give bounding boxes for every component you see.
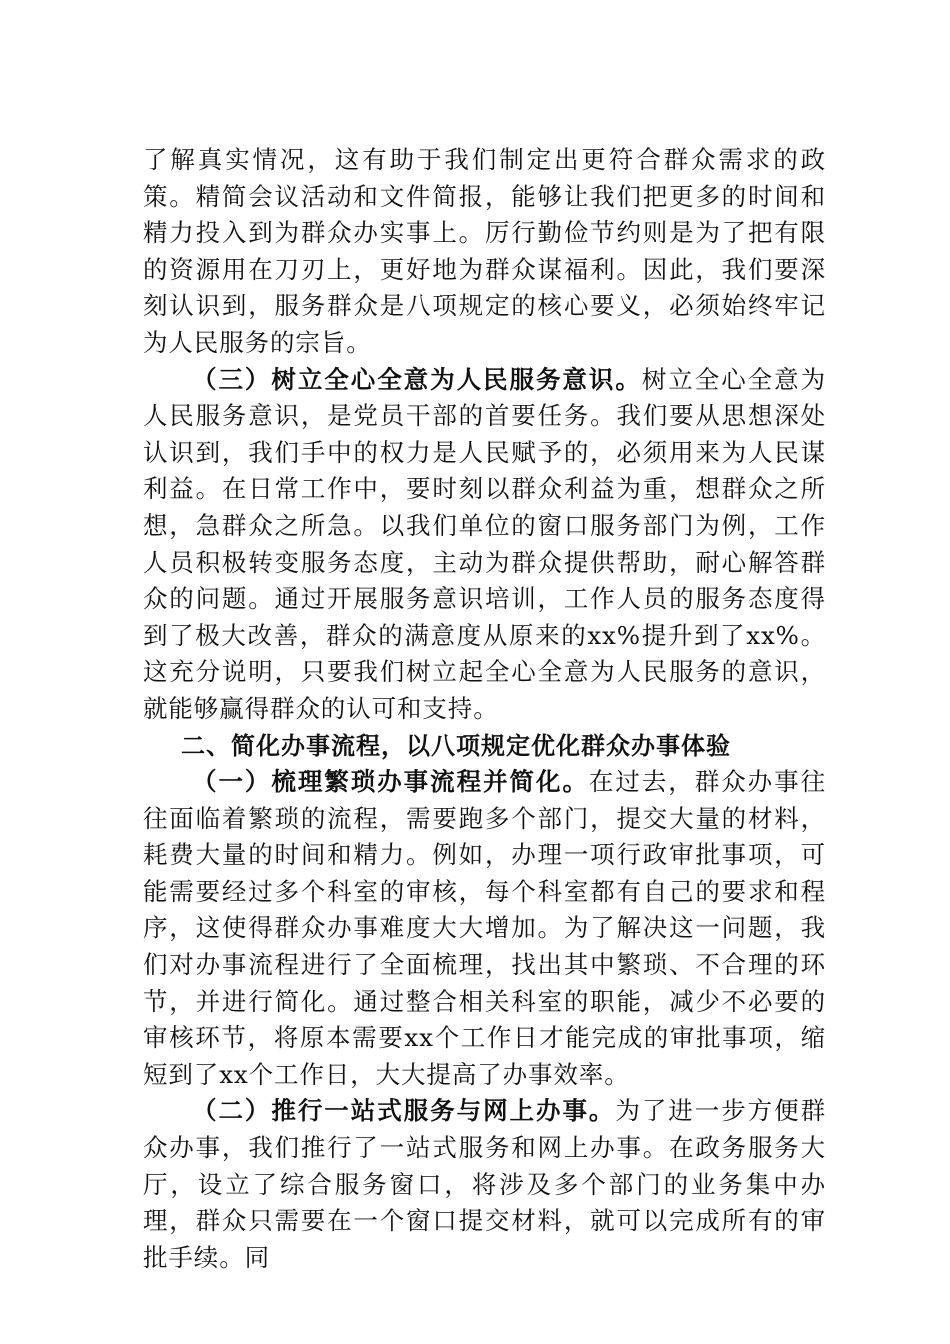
paragraph-lead: （一）梳理繁琐办事流程并简化。	[192, 767, 589, 797]
paragraph-lead: （二）推行一站式服务与网上办事。	[192, 1096, 616, 1126]
paragraph-section-3	[143, 362, 826, 728]
paragraph-body: 树立全心全意为人民服务意识，是党员干部的首要任务。我们要从思想深处认识到，我们手中的权力是人民赋予的，必须用来为人民谋利益。在日常工作中，要时刻以群众利益为重，想群众之所想，急群众之所急。以我们单位的窗口服务部门为例，工作人员积极转变服务态度，主动为群众提供帮助，耐心解答群众的问题。通过开展服务意识培训，工作人员的服务态度得到了极大改善，群众的满意度从原来的xx%提升到了xx%。这充分说明，只要我们树立起全心全意为人民服务的意识，就能够赢得群众的认可和支持。	[143, 364, 826, 723]
paragraph-lead: （三）树立全心全意为人民服务意识。	[192, 364, 642, 394]
paragraph-body: 在过去，群众办事往往面临着繁琐的流程，需要跑多个部门，提交大量的材料，耗费大量的时间和精力。例如，办理一项行政审批事项，可能需要经过多个科室的审核，每个科室都有自己的要求和程序，这使得群众办事难度大大增加。为了解决这一问题，我们对办事流程进行了全面梳理，找出其中繁琐、不合理的环节，并进行简化。通过整合相关科室的职能，减少不必要的审核环节，将原本需要xx个工作日才能完成的审批事项，缩短到了xx个工作日，大大提高了办事效率。	[143, 767, 826, 1089]
paragraph-subsection-2	[143, 1093, 826, 1276]
paragraph-subsection-1	[143, 764, 826, 1093]
document-page	[143, 142, 826, 1276]
section-heading: 二、简化办事流程，以八项规定优化群众办事体验	[181, 731, 731, 760]
paragraph-body: 为了进一步方便群众办事，我们推行了一站式服务和网上办事。在政务服务大厅，设立了综合服务窗口，将涉及多个部门的业务集中办理，群众只需要在一个窗口提交材料，就可以完成所有的审批手续。同	[143, 1096, 826, 1272]
paragraph-continued: 了解真实情况，这有助于我们制定出更符合群众需求的政策。精简会议活动和文件简报，能够让我们把更多的时间和精力投入到为群众办实事上。厉行勤俭节约则是为了把有限的资源用在刀刃上，更好地为群众谋福利。因此，我们要深刻认识到，服务群众是八项规定的核心要义，必须始终牢记为人民服务的宗旨。	[143, 145, 826, 357]
